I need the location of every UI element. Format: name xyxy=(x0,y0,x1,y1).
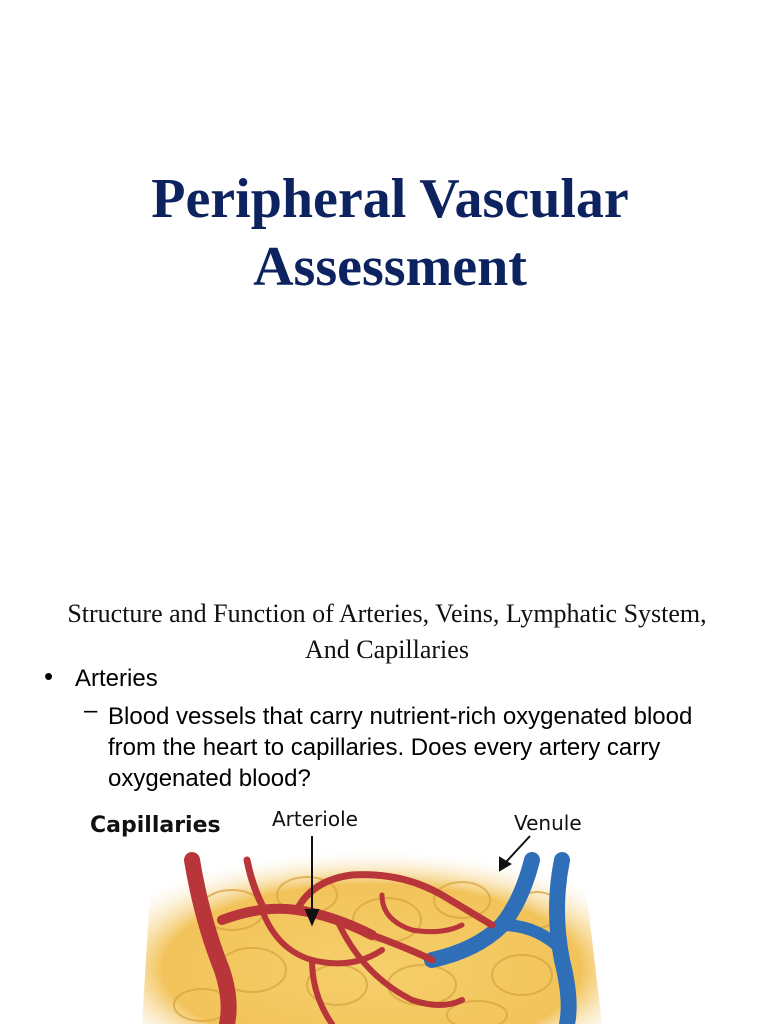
capillaries-illustration xyxy=(82,800,602,1024)
slide-title xyxy=(0,165,768,301)
slide-title-line-1: Peripheral Vascular xyxy=(151,168,629,230)
slide-subtitle: Structure and Function of Arteries, Veins, Lymphatic System, And Capillaries xyxy=(67,599,707,664)
bullet-text-arteries: Arteries xyxy=(75,665,158,692)
slide-title-line-2: Assessment xyxy=(253,236,527,298)
arteriole-label: Arteriole xyxy=(272,807,358,831)
venule-label: Venule xyxy=(514,811,582,835)
bullet-marker: • xyxy=(44,661,54,691)
capillary-bed-drawing xyxy=(82,800,602,1024)
dash-marker: – xyxy=(84,697,98,724)
figure-heading: Capillaries xyxy=(90,813,221,838)
bullet-text-artery-definition: Blood vessels that carry nutrient-rich oxygenated blood from the heart to capillaries. Does every artery carry oxygenated blood? xyxy=(108,703,693,792)
